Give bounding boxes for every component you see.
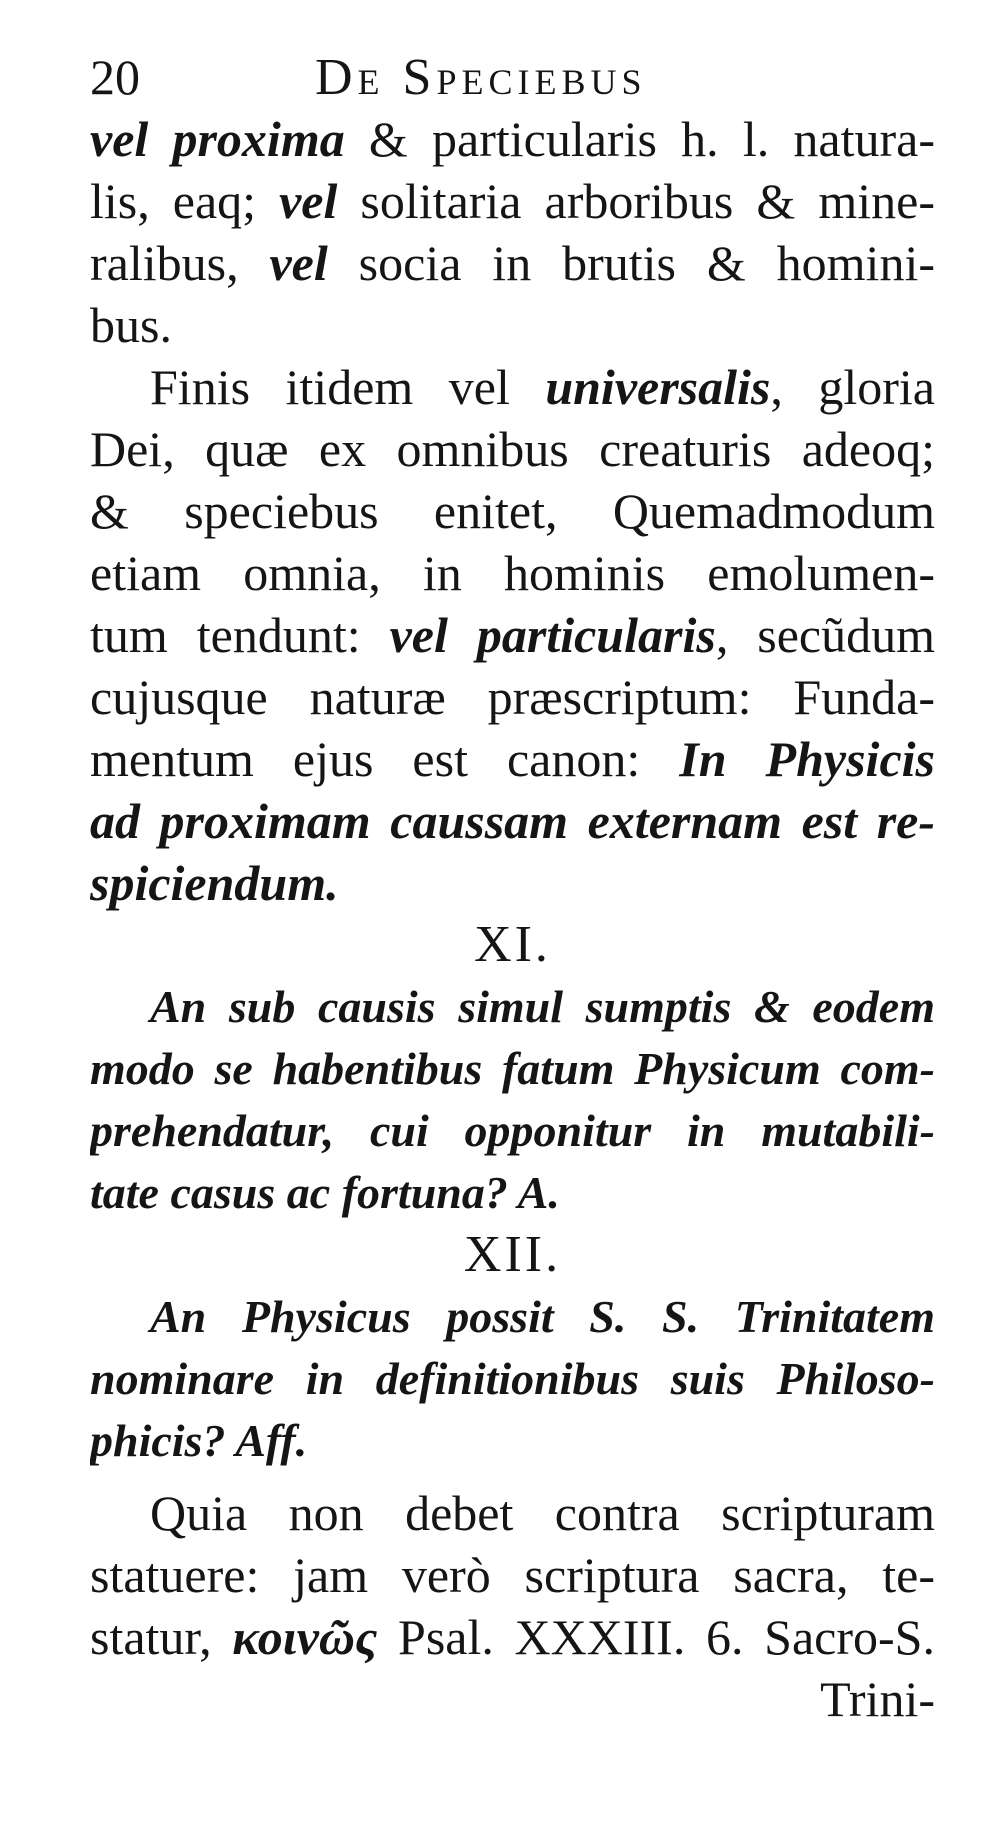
text-line <box>90 232 935 294</box>
page-header <box>90 48 910 108</box>
text-span: , gloria <box>770 359 935 415</box>
question-line: An sub causis simul sumptis & eodem <box>150 981 935 1032</box>
text-span: socia in brutis & homini- <box>327 235 935 291</box>
text-line <box>90 170 935 232</box>
section-numeral-xii: XII. <box>463 1226 562 1283</box>
greek-word: κοινῶς <box>232 1609 378 1665</box>
text-line: etiam omnia, in hominis emolumen- <box>90 545 935 601</box>
text-span: Finis itidem vel <box>150 359 546 415</box>
text-span: , secũdum <box>715 607 935 663</box>
section-numeral-xi: XI. <box>474 916 551 973</box>
italic-phrase: universalis <box>545 359 771 415</box>
text-line <box>90 604 935 666</box>
text-line: Dei, quæ ex omnibus creaturis adeoq; <box>90 421 935 477</box>
text-span: lis, eaq; <box>90 173 280 229</box>
italic-phrase: In Physicis <box>679 731 935 787</box>
text-line <box>90 1606 935 1668</box>
running-title: De Speciebus <box>315 49 647 106</box>
page-number: 20 <box>90 49 140 105</box>
paragraph-start-line <box>90 356 935 418</box>
text-span: solitaria arboribus & mine- <box>337 173 935 229</box>
paragraph-start-line: Quia non debet contra scripturam <box>150 1485 935 1541</box>
question-line: prehendatur, cui opponitur in mutabili- <box>90 1105 935 1156</box>
text-line: & speciebus enitet, Quemadmodum <box>90 483 935 539</box>
question-line: nominare in definitionibus suis Philoso- <box>90 1353 935 1404</box>
page-text <box>90 108 935 1730</box>
text-line: cujusque naturæ præscriptum: Funda- <box>90 669 935 725</box>
question-line: modo se habentibus fatum Physicum com- <box>90 1043 935 1094</box>
text-span: Psal. XXXIII. 6. Sacro-S. <box>377 1609 935 1665</box>
spacer <box>90 1472 935 1482</box>
italic-phrase: vel proxima <box>90 111 345 167</box>
text-span: tum tendunt: <box>90 607 390 663</box>
text-span: mentum ejus est canon: <box>90 731 680 787</box>
text-line: ad proximam caussam externam est re- <box>90 793 935 849</box>
italic-phrase: vel particularis <box>389 607 716 663</box>
text-line: statuere: jam verò scriptura sacra, te- <box>90 1547 935 1603</box>
question-line: phicis? Aff. <box>90 1415 308 1466</box>
text-line <box>90 728 935 790</box>
text-line: spiciendum. <box>90 855 339 911</box>
text-line <box>90 108 935 170</box>
question-line: tate casus ac fortuna? A. <box>90 1167 560 1218</box>
text-span: & particularis h. l. natura- <box>344 111 935 167</box>
text-line: bus. <box>90 297 172 353</box>
text-span: statur, <box>90 1609 233 1665</box>
text-span: ralibus, <box>90 235 270 291</box>
catchword: Trini- <box>820 1671 935 1727</box>
question-line: An Physicus possit S. S. Trinitatem <box>150 1291 935 1342</box>
italic-phrase: vel <box>279 173 338 229</box>
italic-phrase: vel <box>269 235 328 291</box>
